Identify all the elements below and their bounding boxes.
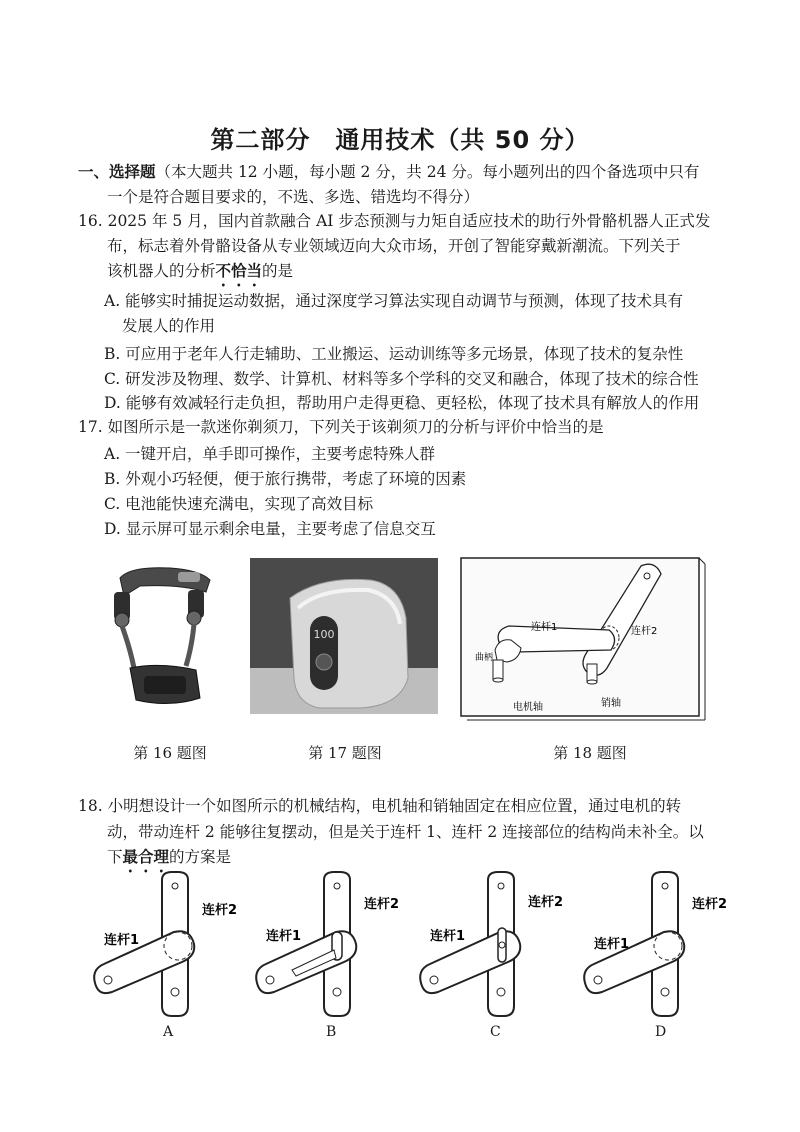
q16-emphasis: 不恰当 <box>215 261 263 280</box>
q18-stem-3-pre: 下 <box>107 848 123 866</box>
option-c-link2-label: 连杆2 <box>528 895 564 910</box>
q16-option-a: A. 能够实时捕捉运动数据，通过深度学习算法实现自动调节与预测，体现了技术具有 <box>104 292 684 310</box>
option-d-link2-label: 连杆2 <box>692 897 728 912</box>
option-a-link1-label: 连杆1 <box>104 933 140 948</box>
q16-stem-2: 布，标志着外骨骼设备从专业领域迈向大众市场，开创了智能穿戴新潮流。下列关于 <box>107 237 681 255</box>
q16-stem-3 <box>107 260 293 290</box>
q16-stem-3-pre: 该机器人的分析 <box>107 262 216 280</box>
option-d-diagram <box>580 870 740 1020</box>
option-d-label: D <box>655 1024 667 1040</box>
section-instruction-2: 一个是符合题目要求的，不选、多选、错选均不得分） <box>107 188 480 206</box>
part-title: 第二部分 通用技术（共 50 分） <box>210 126 590 154</box>
q18-stem-1: 18. 小明想设计一个如图所示的机械结构，电机轴和销轴固定在相应位置，通过电机的转 <box>78 797 682 815</box>
option-b-link1-label: 连杆1 <box>266 929 302 944</box>
fig18-crank-label: 曲柄 <box>475 653 494 663</box>
q16-option-d: D. 能够有效减轻行走负担，帮助用户走得更稳、更轻松，体现了技术具有解放人的作用 <box>104 394 700 412</box>
option-d-link1-label: 连杆1 <box>594 937 630 952</box>
figure-18-caption: 第 18 题图 <box>553 744 627 762</box>
q18-stem-2: 动，带动连杆 2 能够往复摆动，但是关于连杆 1、连杆 2 连接部位的结构尚未补全。以 <box>107 823 704 841</box>
option-c-link1-label: 连杆1 <box>430 929 466 944</box>
option-b-link2-label: 连杆2 <box>364 897 400 912</box>
option-b-diagram <box>252 870 412 1020</box>
option-c-diagram <box>416 870 576 1020</box>
fig18-link1-label: 连杆1 <box>531 622 558 633</box>
figure-17-caption: 第 17 题图 <box>308 744 382 762</box>
q17-option-b: B. 外观小巧轻便，便于旅行携带，考虑了环境的因素 <box>104 470 467 488</box>
q16-stem-1: 16. 2025 年 5 月，国内首款融合 AI 步态预测与力矩自适应技术的助行外骨骼机器人正式发 <box>78 212 711 230</box>
fig18-link2-label: 连杆2 <box>631 626 658 637</box>
q18-emphasis: 最合理 <box>122 847 170 866</box>
q16-option-b: B. 可应用于老年人行走辅助、工业搬运、运动训练等多元场景，体现了技术的复杂性 <box>104 345 684 363</box>
q17-option-a: A. 一键开启，单手即可操作，主要考虑特殊人群 <box>104 445 436 463</box>
q17-stem: 17. 如图所示是一款迷你剃须刀，下列关于该剃须刀的分析与评价中恰当的是 <box>78 418 604 436</box>
q17-option-d: D. 显示屏可显示剩余电量，主要考虑了信息交互 <box>104 520 436 538</box>
figure-17-shaver-image <box>250 558 438 714</box>
section-heading <box>78 161 699 183</box>
option-a-link2-label: 连杆2 <box>202 903 238 918</box>
q16-option-a-cont: 发展人的作用 <box>122 317 216 335</box>
figure-16-caption: 第 16 题图 <box>133 744 207 762</box>
section-label: 一、选择题 <box>78 163 156 181</box>
figure-18-mechanism-diagram <box>459 556 707 722</box>
shaver-display-value: 100 <box>313 628 335 641</box>
section-instruction: （本大题共 12 小题，每小题 2 分，共 24 分。每小题列出的四个备选项中只有 <box>155 163 700 181</box>
fig18-motor-shaft-label: 电机轴 <box>513 702 543 713</box>
fig18-pin-shaft-label: 销轴 <box>601 698 621 709</box>
figure-16-exoskeleton-image <box>100 558 230 718</box>
q16-stem-3-post: 的是 <box>262 262 294 280</box>
q16-option-c: C. 研发涉及物理、数学、计算机、材料等多个学科的交叉和融合，体现了技术的综合性 <box>104 370 699 388</box>
option-a-label: A <box>163 1024 174 1040</box>
option-a-diagram <box>90 870 250 1020</box>
q17-option-c: C. 电池能快速充满电，实现了高效目标 <box>104 495 374 513</box>
option-b-label: B <box>326 1024 337 1040</box>
option-c-label: C <box>490 1024 501 1040</box>
q18-stem-3-post: 的方案是 <box>169 848 232 866</box>
